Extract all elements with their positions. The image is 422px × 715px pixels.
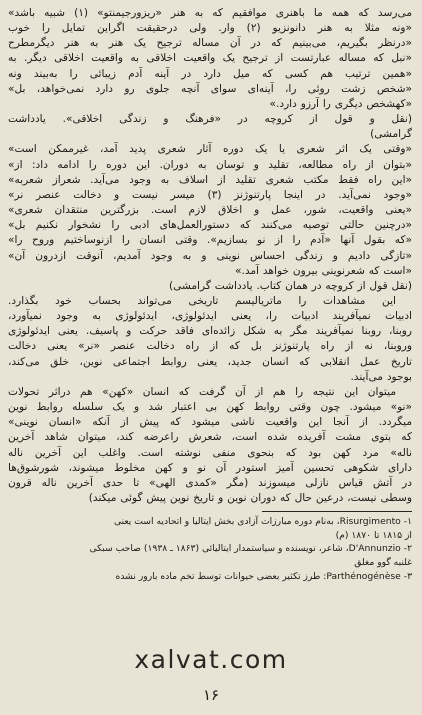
text-line: می‌رسد که همه ما باهنری موافقیم که به هنر «ریزورجیمنتو» (۱) شبیه باشد» xyxy=(8,7,412,19)
text-line: روبنا، روبنا نمیآفریند مگر به شکل زائده‌ای فاقد حرکت و پاسیف. یعنی ایدئولوژی xyxy=(8,325,412,338)
footnote-line: از ۱۸۱۵ تا ۱۸۷۰ (م) xyxy=(335,529,412,541)
text-line: «نبل که مساله عبارتست از ترجیح یک واقعیت اخلاقی به واقعیت اخلاقی دیگر. به xyxy=(8,52,412,65)
text-line: گرامشی) xyxy=(370,128,412,141)
text-line: «نو» میشود. چون وقتی روابط کهن بی اعتبار شد و یک سلسله روابط نوین xyxy=(8,401,412,414)
text-line: این مشاهدات را ماتریالیسم تاریخی می‌تواند بحساب خود بگذارد. xyxy=(8,294,396,307)
page-number: ۱۶ xyxy=(202,686,220,704)
text-line: بوجود می‌آیند. xyxy=(350,370,412,383)
text-line: تاریخ عمل انقلابی که انسان جدید، یعنی روابط اجتماعی نوین، خلق می‌کند، xyxy=(8,355,412,368)
footnote-line: ۱- Risurgimento، به‌نام دوره مبارزات آزادی بخش ایتالیا و اتحادیه است یعنی xyxy=(113,516,412,528)
text-line: «است که شعرنوینی بیرون خواهد آمد.» xyxy=(234,264,412,277)
watermark-text: xalvat.com xyxy=(134,645,288,674)
text-line: «ونه مثلا به هنر دانونزیو (۲) وار. ولی درحقیقت اگراین تمایل را خوب xyxy=(8,22,412,35)
text-line: دارای شکوهی تحسین آمیز استودر آن نو و کهن مخلوط میشوند، شورشوق‌ها xyxy=(8,461,412,474)
text-line: (نقل و قول از کروچه در «فرهنگ و زندگی اخلاقی». یادداشت xyxy=(8,113,412,126)
text-line: در آتش قیاس نازلی میسوزند (مگر «کمدی الهی» تا حدی آخرین ناله قرون xyxy=(8,476,412,489)
main-text xyxy=(8,6,412,506)
text-line: میتوان این نتیجه را هم از آن گرفت که انسان «کهن» هم دراثر تحولات xyxy=(8,385,396,398)
text-line: «تازگی دادیم و زندگی احساس نوینی و به وجود آمدیم، آنوقت ازدرون آن» xyxy=(8,249,412,262)
text-line: که بتوی مشت آفریده شده است، شعرش راعرضه کند، میتوان شاهد آخرین xyxy=(8,431,412,444)
text-line: «وقتی یک اثر شعری یا یک دوره آثار شعری پدید آمد، غیرممکن است» xyxy=(8,143,412,156)
text-line: ناله» مرد کهن بود که بنحوی منفی نوشته است. واغلب این آخرین ناله xyxy=(8,446,412,459)
text-line: «کهشخص دیگری را آرزو دارد.» xyxy=(269,97,412,110)
text-line: میگردد. از آنجا این واقعیت ناشی میشود که پیش از آنکه «انسان نوینی» xyxy=(8,416,412,429)
text-line: (نقل قول از کروچه در همان کتاب. یادداشت گرامشی) xyxy=(168,279,412,292)
text-line: «درنظر بگیریم، می‌بینیم که در آن مساله ترجیح یک هنر به هنر دیگرمطرح xyxy=(8,37,412,50)
text-line: «یعنی واقعیت، شور، عمل و اخلاق لازم است. بزرگترین منتقدان شعری» xyxy=(8,204,412,217)
footnote-line: ۲- D'Annunzio، شاعر، نویسنده و سیاستمدار ایتالیائی (۱۸۶۳ ـ ۱۹۳۸) صاحب سبکی xyxy=(89,543,412,555)
footnote-line: ۳- Parthénogénèse: طرز تکثیر بعضی حیوانات توسط تخم ماده بارور نشده xyxy=(115,570,412,582)
text-line: «که بقول آنها «آدم را از نو بسازیم». وقتی انسان را ازنوساختیم وروح را» xyxy=(8,234,412,247)
footnote-line: غلنبه گوو مغلق xyxy=(354,556,412,568)
text-line: وروبنا، نه از راه پارتنوژنز بل که از راه دخالت عنصر «نر» یعنی دخالت xyxy=(8,340,412,353)
text-line: ادبیات نمیآفریند ادبیات را، یعنی ایدئولوژی، ایدئولوژی به وجود نمیآورد، xyxy=(8,310,412,323)
footnote-separator xyxy=(262,511,412,512)
text-line: «وجود نمی‌آید. در اینجا پارتنوژنز (۳) میسر نیست و دخالت عنصر نر» xyxy=(8,188,412,201)
text-line: «بتوان از راه مطالعه، تقلید و توسان به دوران. این دوره را ادامه داد: از» xyxy=(8,158,412,171)
text-line: «این راه فقط مکتب شعری تقلید از اسلاف به وجود می‌آید. شعراز شعربه» xyxy=(8,173,412,186)
text-line: «شخص زشت روئی را، آینه‌ای سوای آنچه جلوی رو دارد نمی‌خواهد، بل» xyxy=(8,82,412,95)
text-line: «همین ترتیب هم کسی که میل دارد در آینه آدم زیبائی را به‌بیند ونه xyxy=(8,67,412,80)
text-line: «درچنین حالتی توصیه می‌کنند که دستورالعمل‌های ادبی را نشخوار نکنیم بل» xyxy=(8,219,412,232)
text-line: وسطی نیست، درعین حال که دوران نوین و تاریخ نوین پیش گوئی میکند) xyxy=(88,492,412,504)
footnotes xyxy=(8,515,412,583)
